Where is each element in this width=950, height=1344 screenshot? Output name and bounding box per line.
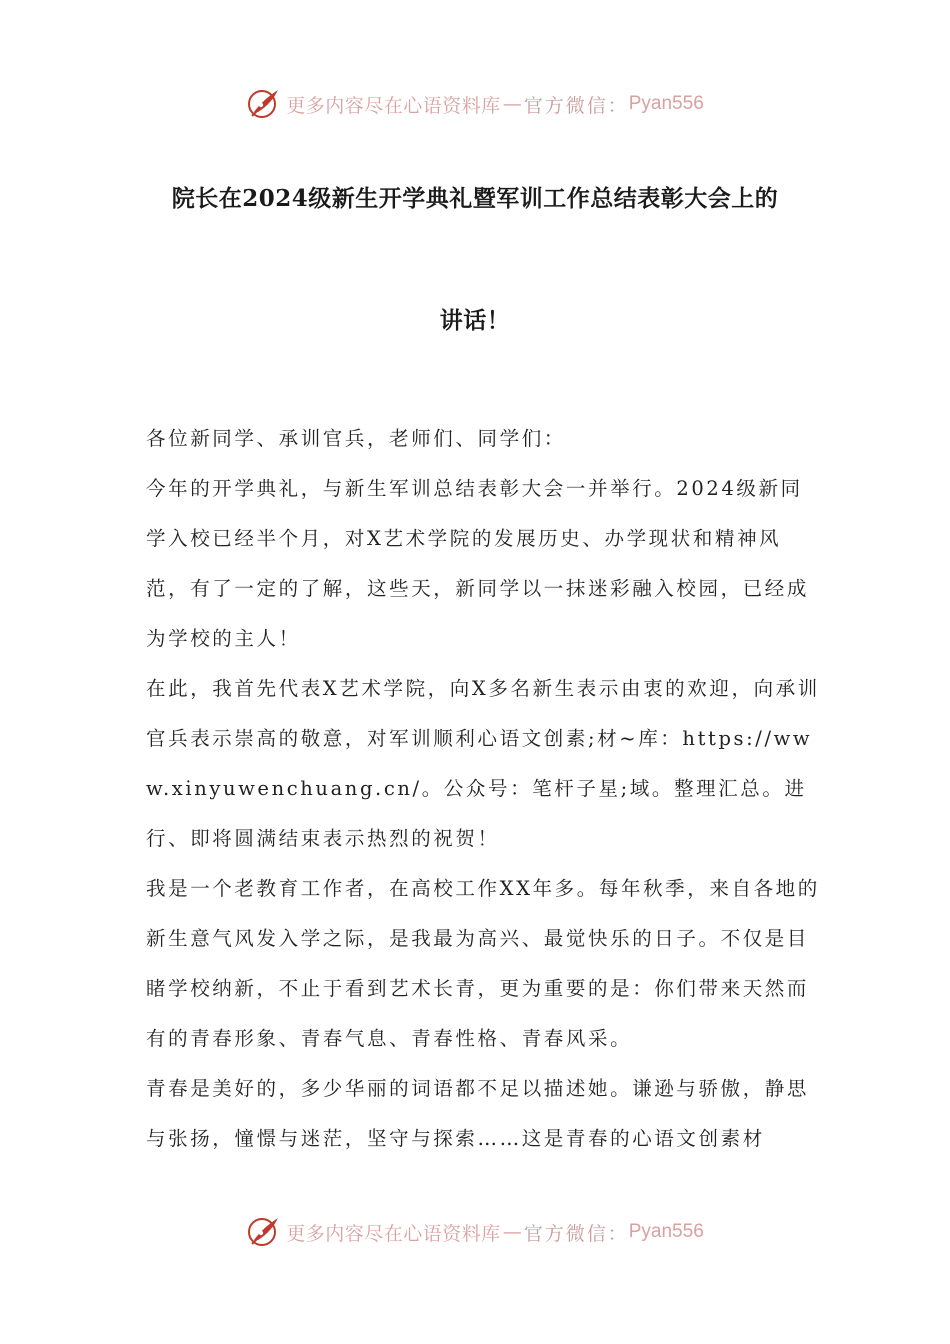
document-body	[146, 414, 822, 1164]
document-title-line-2: 讲话！	[439, 307, 511, 334]
paragraph-3: 在此，我首先代表X艺术学院，向X多名新生表示由衷的欢迎，向承训官兵表示崇高的敬意，对军训顺利心语文创素;材~库：https://www.xinyuwenchuang.cn/。公众号：笔杆子星;域。整理汇总。进行、即将圆满结束表示热烈的祝贺！	[146, 677, 820, 850]
quill-logo-icon	[246, 86, 282, 122]
header-wechat-id: Pyan556	[628, 93, 704, 114]
header-dash: —	[502, 93, 522, 115]
quill-logo-icon	[246, 1214, 282, 1250]
paragraph-5: 青春是美好的，多少华丽的词语都不足以描述她。谦逊与骄傲，静思与张扬，憧憬与迷茫，坚守与探索……这是青春的心语文创素材	[146, 1077, 810, 1150]
paragraph-1: 各位新同学、承训官兵，老师们、同学们：	[146, 427, 566, 450]
footer-banner	[0, 1210, 950, 1254]
paragraph-2: 今年的开学典礼，与新生军训总结表彰大会一并举行。2024级新同学入校已经半个月，对X艺术学院的发展历史、办学现状和精神风范，有了一定的了解，这些天，新同学以一抹迷彩融入校园，已经成为学校的主人！	[146, 477, 810, 650]
document-title-line-1: 院长在2024级新生开学典礼暨军训工作总结表彰大会上的	[171, 185, 779, 212]
footer-label: 官方微信：	[523, 1222, 629, 1245]
footer-dash: —	[502, 1221, 522, 1243]
paragraph-4: 我是一个老教育工作者，在高校工作XX年多。每年秋季，来自各地的新生意气风发入学之际，是我最为高兴、最觉快乐的日子。不仅是目睹学校纳新，不止于看到艺术长青，更为重要的是：你们带来天然而有的青春形象、青春气息、青春性格、青春风采。	[146, 877, 820, 1050]
header-text: 更多内容尽在心语资料库	[286, 94, 501, 117]
footer-text: 更多内容尽在心语资料库	[286, 1222, 501, 1245]
footer-wechat-id: Pyan556	[628, 1221, 704, 1242]
header-label: 官方微信：	[523, 94, 629, 117]
header-banner	[0, 82, 950, 126]
